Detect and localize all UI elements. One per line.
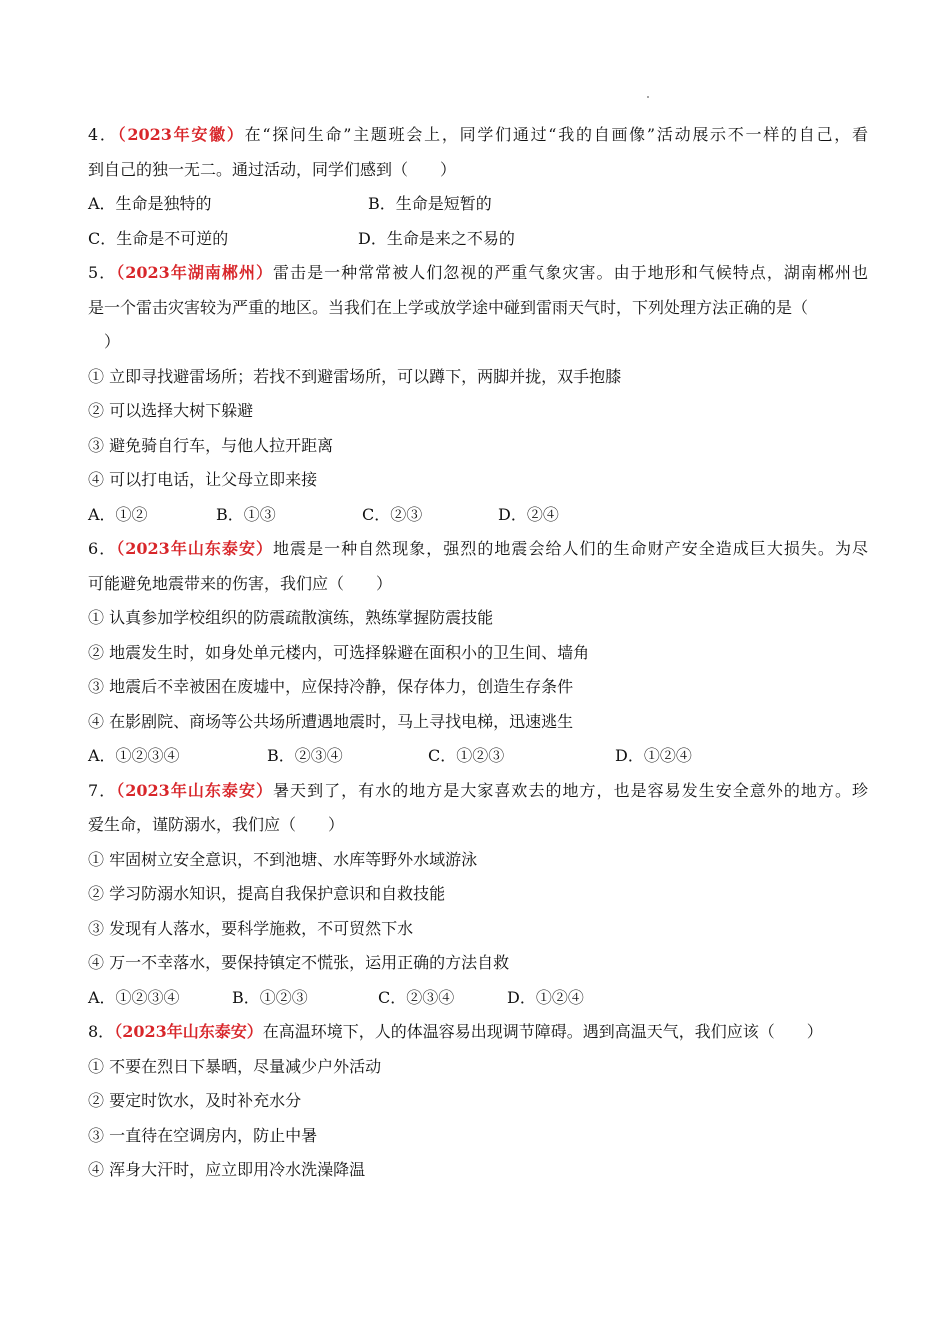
- statement: ① 立即寻找避雷场所；若找不到避雷场所，可以蹲下，两脚并拢，双手抱膝: [88, 366, 622, 386]
- stem-line: 可能避免地震带来的伤害，我们应（ ）: [88, 573, 393, 593]
- stem-line: 雷击是一种常常被人们忽视的严重气象灾害。由于地形和气候特点，湖南郴州也: [273, 263, 868, 282]
- question-number: 4．: [88, 125, 118, 144]
- option-a: A．①②: [88, 504, 148, 524]
- question-source: （2023年山东泰安）: [116, 780, 274, 800]
- statement: ④ 在影剧院、商场等公共场所遭遇地震时，马上寻找电梯，迅速逃生: [88, 711, 574, 731]
- stem-line: 暑天到了，有水的地方是大家喜欢去的地方，也是容易发生安全意外的地方。珍: [273, 780, 868, 800]
- statement: ② 可以选择大树下躲避: [88, 401, 254, 420]
- question-source: （2023年山东泰安）: [116, 539, 274, 558]
- question-number: 8．: [88, 1022, 115, 1041]
- statement: ③ 避免骑自行车，与他人拉开距离: [88, 435, 334, 455]
- stem-line: ）: [88, 332, 121, 351]
- statement: ① 认真参加学校组织的防震疏散演练，熟练掌握防震技能: [88, 608, 494, 627]
- option-b: B．生命是短暂的: [368, 194, 492, 213]
- question-4: [88, 118, 868, 256]
- option-row: [88, 222, 868, 257]
- question-stem: [88, 118, 868, 153]
- statement: ③ 发现有人落水，要科学施救，不可贸然下水: [88, 918, 414, 938]
- option-d: D．①②④: [615, 746, 692, 765]
- option-a: A．①②③④: [88, 746, 180, 765]
- stem-line: 地震是一种自然现象，强烈的地震会给人们的生命财产安全造成巨大损失。为尽: [273, 539, 868, 558]
- question-stem: [88, 532, 868, 567]
- question-number: 7．: [88, 780, 117, 800]
- question-5: [88, 256, 868, 532]
- statement: ② 地震发生时，如身处单元楼内，可选择躲避在面积小的卫生间、墙角: [88, 642, 590, 662]
- option-d: D．①②④: [507, 987, 584, 1007]
- statement: ④ 万一不幸落水，要保持镇定不慌张，运用正确的方法自救: [88, 953, 510, 972]
- question-source: （2023年山东泰安）: [114, 1022, 263, 1041]
- option-row: [88, 498, 868, 533]
- option-c: C．②③: [362, 504, 423, 524]
- question-stem: [88, 774, 868, 809]
- stem-line: 在高温环境下，人的体温容易出现调节障碍。遇到高温天气，我们应该（ ）: [262, 1022, 823, 1041]
- stem-line: 在“探问生命”主题班会上，同学们通过“我的自画像”活动展示不一样的自己，看: [244, 125, 868, 144]
- question-stem: [88, 1015, 868, 1050]
- option-c: C．①②③: [428, 746, 505, 765]
- question-stem: [88, 256, 868, 291]
- statement: ④ 可以打电话，让父母立即来接: [88, 470, 318, 489]
- question-source: （2023年安徽）: [117, 125, 245, 144]
- option-d: D．②④: [498, 504, 559, 524]
- statement: ④ 浑身大汗时，应立即用冷水洗澡降温: [88, 1160, 366, 1179]
- question-page: [88, 118, 868, 1188]
- option-c: C．生命是不可逆的: [88, 228, 229, 248]
- stem-line: 是一个雷击灾害较为严重的地区。当我们在上学或放学途中碰到雷雨天气时，下列处理方法正确的是（: [88, 297, 809, 317]
- question-7: [88, 774, 868, 1016]
- statement: ③ 一直待在空调房内，防止中暑: [88, 1125, 318, 1145]
- option-row: [88, 739, 868, 774]
- question-number: 5．: [88, 263, 117, 282]
- statement: ① 牢固树立安全意识，不到池塘、水库等野外水域游泳: [88, 849, 478, 869]
- option-d: D．生命是来之不易的: [358, 228, 515, 248]
- stem-line: 爱生命，谨防溺水，我们应（ ）: [88, 815, 345, 834]
- option-row: [88, 187, 868, 222]
- option-row: [88, 981, 868, 1016]
- option-c: C．②③④: [378, 987, 455, 1007]
- page-mark: [647, 96, 649, 98]
- statement: ② 学习防溺水知识，提高自我保护意识和自救技能: [88, 884, 446, 903]
- statement: ③ 地震后不幸被困在废墟中，应保持冷静，保存体力，创造生存条件: [88, 677, 574, 696]
- stem-line: 到自己的独一无二。通过活动，同学们感到（ ）: [88, 159, 457, 179]
- statement: ② 要定时饮水，及时补充水分: [88, 1091, 302, 1110]
- question-number: 6．: [88, 539, 117, 558]
- question-8: [88, 1015, 868, 1188]
- question-6: [88, 532, 868, 774]
- option-b: B．②③④: [267, 746, 343, 765]
- option-b: B．①②③: [232, 987, 308, 1007]
- option-a: A．生命是独特的: [88, 194, 212, 213]
- option-a: A．①②③④: [88, 987, 180, 1007]
- statement: ① 不要在烈日下暴晒，尽量减少户外活动: [88, 1056, 382, 1076]
- option-b: B．①③: [216, 504, 276, 524]
- question-source: （2023年湖南郴州）: [116, 263, 274, 282]
